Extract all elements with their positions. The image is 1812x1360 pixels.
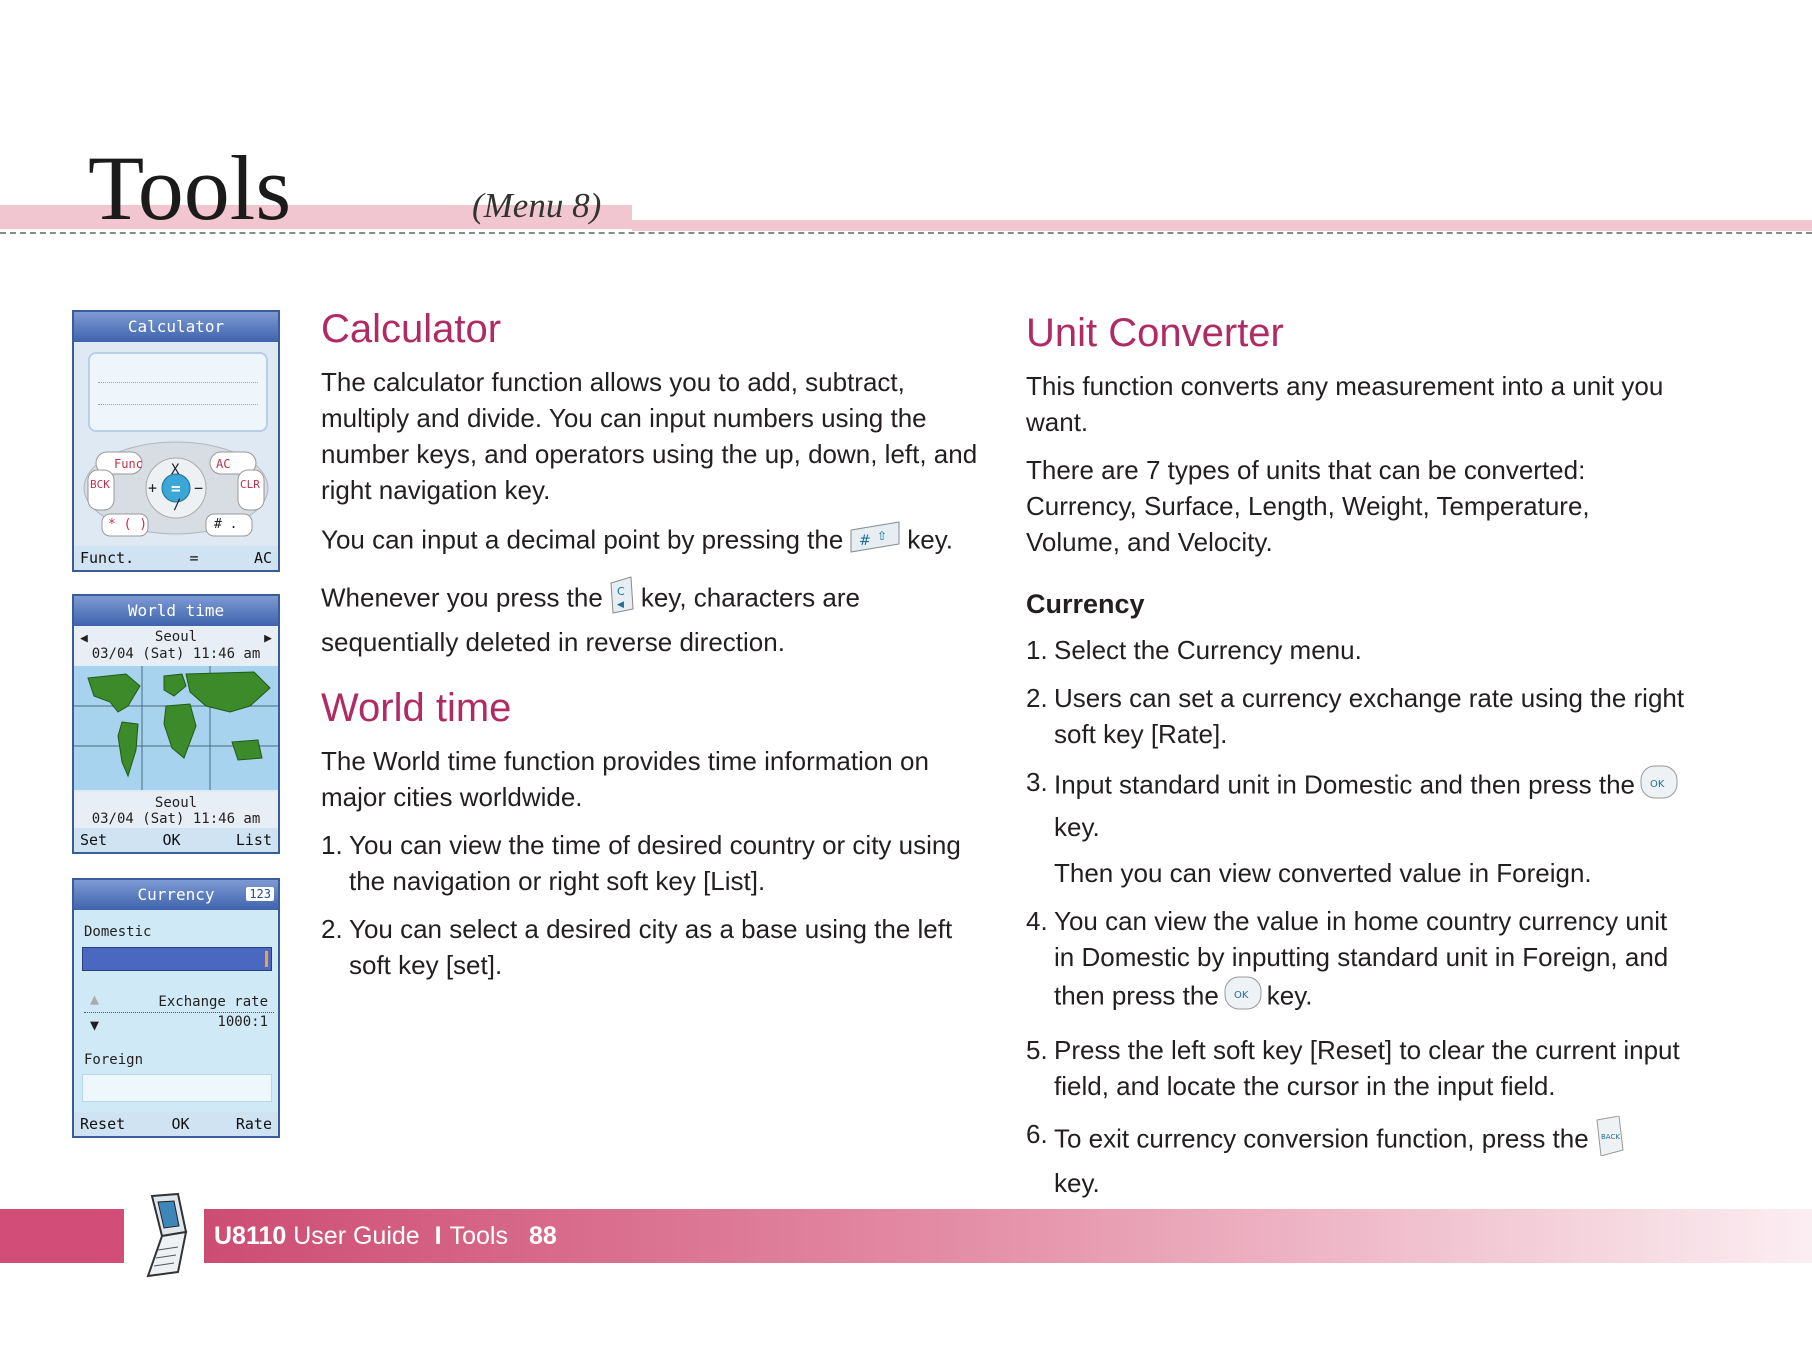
prev-arrow-icon[interactable]: ◀	[80, 631, 88, 646]
key-equals: =	[171, 479, 181, 498]
back-key-label: BACK	[1600, 1133, 1620, 1141]
footer-guide: User Guide	[293, 1222, 420, 1250]
ok-key-label: OK	[1233, 990, 1249, 1001]
foreign-label: Foreign	[84, 1052, 144, 1068]
world-time-section	[321, 685, 981, 995]
hash-key-label: #	[859, 533, 872, 549]
world-time-screen	[72, 594, 280, 854]
calculator-decimal-text: You can input a decimal point by pressing the # ⇧ key.	[321, 520, 981, 563]
svg-text:⇧: ⇧	[877, 529, 888, 543]
menu-label: (Menu 8)	[472, 186, 602, 225]
cursor	[265, 951, 268, 967]
domestic-field[interactable]	[82, 947, 272, 971]
calculator-screen	[72, 310, 280, 572]
calculator-heading: Calculator	[321, 307, 502, 351]
world-map-icon	[74, 666, 278, 790]
footer-left-band	[0, 1209, 124, 1263]
header-band-right	[632, 220, 1812, 231]
list-item: 2. Users can set a currency exchange rate using the right soft key [Rate].	[1026, 683, 1685, 749]
up-arrow-icon: ▲	[90, 990, 100, 1008]
softkey-center: =	[189, 549, 199, 567]
world-time-heading: World time	[321, 686, 512, 730]
footer-text	[214, 1220, 557, 1252]
footer-separator: I	[434, 1222, 442, 1250]
world-softkeys	[74, 828, 278, 852]
world-time-intro: The World time function provides time information on major cities worldwide.	[321, 746, 929, 812]
key-bck: BCK	[90, 478, 110, 491]
ok-key-icon	[1223, 975, 1263, 1020]
currency-screen	[72, 878, 280, 1138]
key-times: X	[171, 462, 180, 478]
softkey-left: Set	[80, 831, 108, 849]
input-mode-badge: 123	[246, 887, 274, 901]
list-item: 6. To exit currency conversion function, press the BACK key.	[1026, 1116, 1686, 1201]
key-plus: +	[148, 479, 158, 497]
world-top-info	[74, 626, 278, 667]
unit-converter-heading: Unit Converter	[1026, 311, 1284, 355]
world-city-top: Seoul	[154, 629, 198, 645]
key-divide: /	[173, 497, 182, 513]
key-star: * ( )	[108, 517, 148, 532]
key-clr: CLR	[240, 478, 260, 491]
key-ac: AC	[216, 457, 231, 471]
currency-screen-title: Currency 123	[74, 880, 278, 910]
phone-icon	[128, 1192, 200, 1278]
unit-converter-intro: This function converts any measurement into a unit you want.	[1026, 371, 1664, 437]
key-func: Func	[114, 457, 143, 471]
domestic-label: Domestic	[84, 924, 152, 940]
list-item: 1. You can view the time of desired country or city using the navigation or right soft key [List].	[321, 830, 961, 896]
calculator-section	[321, 306, 981, 672]
calculator-intro: The calculator function allows you to add, subtract, multiply and divide. You can input numbers using the number keys, and operators using the up, down, left, and right navigation key.	[321, 367, 978, 505]
softkey-right: Rate	[235, 1115, 272, 1133]
list-item: 5. Press the left soft key [Reset] to clear the current input field, and locate the cursor in the input field.	[1026, 1035, 1680, 1101]
page-title: Tools	[88, 137, 292, 239]
calculator-clear-text: Whenever you press the C ◀ key, characters are sequentially deleted in reverse direction.	[321, 575, 981, 660]
softkey-left: Funct.	[80, 549, 135, 567]
world-date-bottom: 03/04 (Sat) 11:46 am	[91, 811, 261, 827]
exchange-rate-value: 1000:1	[217, 1014, 268, 1030]
footer-page-number: 88	[528, 1222, 557, 1250]
list-item: 1. Select the Currency menu.	[1026, 635, 1362, 665]
softkey-center: OK	[162, 831, 181, 849]
softkey-right: AC	[253, 549, 272, 567]
next-arrow-icon[interactable]: ▶	[264, 631, 272, 646]
currency-softkeys	[74, 1112, 278, 1136]
clear-key-icon	[607, 575, 637, 624]
key-minus: −	[194, 479, 204, 497]
world-city-bottom: Seoul	[154, 795, 198, 811]
softkey-left: Reset	[80, 1115, 126, 1133]
svg-text:◀: ◀	[616, 600, 624, 610]
calculator-softkeys	[74, 546, 278, 570]
back-key-icon	[1593, 1116, 1625, 1165]
key-hash: # .	[214, 517, 238, 532]
calculator-screen-title: Calculator	[74, 312, 278, 342]
currency-subheading: Currency	[1026, 589, 1145, 619]
footer-section: Tools	[449, 1222, 508, 1250]
list-item: 2. You can select a desired city as a base using the left soft key [set].	[321, 914, 953, 980]
world-screen-title: World time	[74, 596, 278, 626]
exchange-rate-label: Exchange rate	[158, 994, 268, 1010]
unit-converter-types: There are 7 types of units that can be converted: Currency, Surface, Length, Weight, Temperature, Volume, and Velocity.	[1026, 455, 1590, 557]
footer-model: U8110	[214, 1222, 287, 1250]
down-arrow-icon: ▼	[90, 1016, 100, 1034]
softkey-right: List	[235, 831, 272, 849]
softkey-center: OK	[171, 1115, 190, 1133]
list-item: 3. Input standard unit in Domestic and then press the OK key. Then you can view converted value in Foreign.	[1026, 764, 1686, 891]
unit-converter-section	[1026, 310, 1686, 1213]
world-bottom-info	[74, 792, 278, 833]
calculator-display	[88, 352, 268, 432]
list-item: 4. You can view the value in home country currency unit in Domestic by inputting standard unit in Foreign, and then press the OK key.	[1026, 903, 1686, 1020]
hash-key-icon	[847, 520, 903, 563]
clear-key-label: C	[616, 585, 625, 598]
world-date-top: 03/04 (Sat) 11:46 am	[91, 646, 261, 662]
ok-key-icon	[1639, 764, 1679, 809]
foreign-field[interactable]	[82, 1074, 272, 1102]
ok-key-label: OK	[1650, 779, 1665, 790]
